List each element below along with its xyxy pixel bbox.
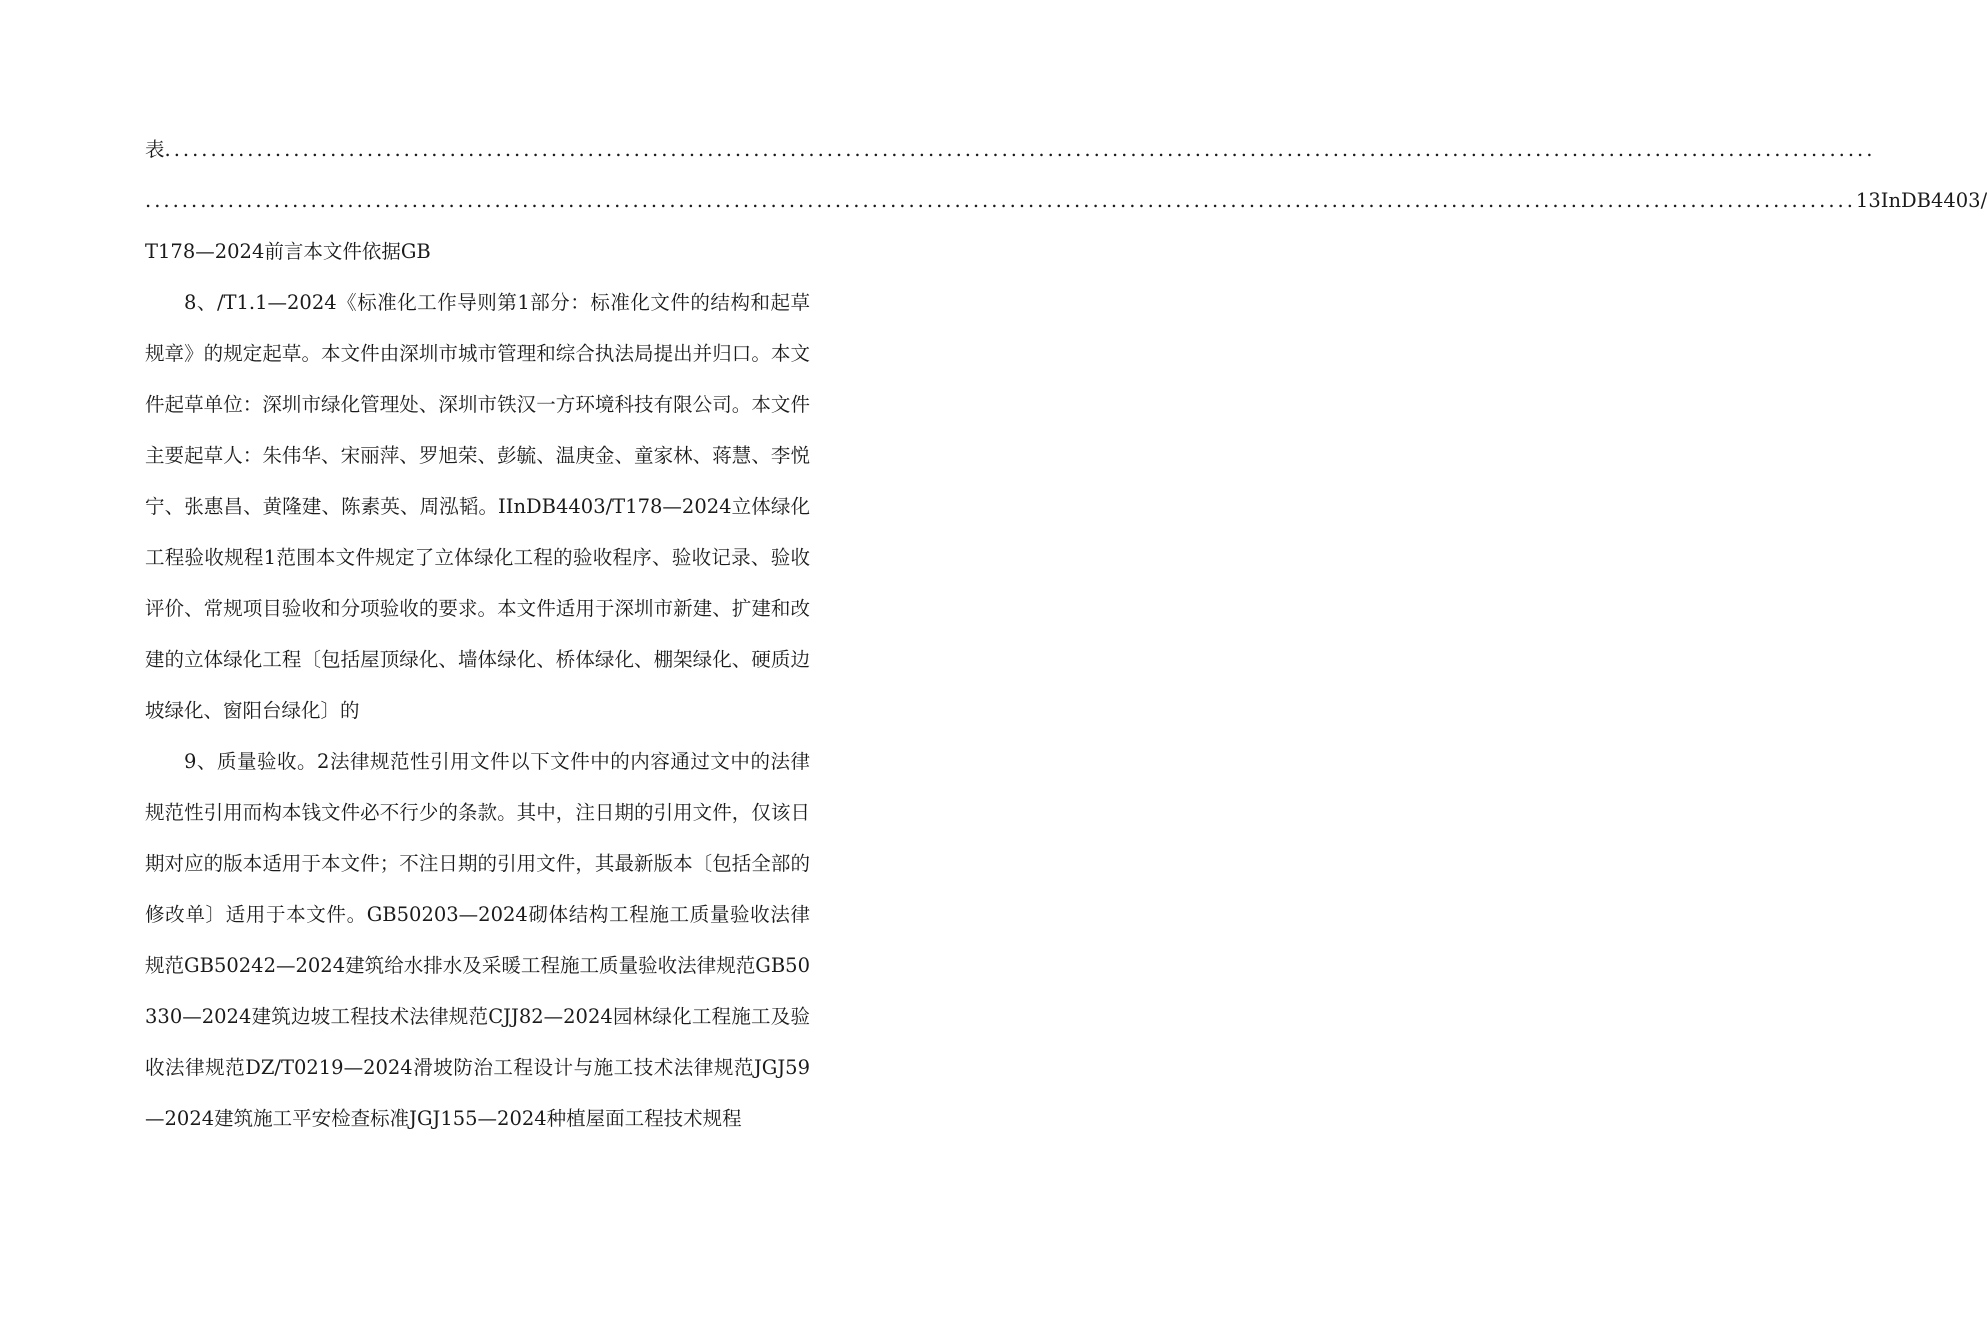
body-paragraph-9: 9、质量验收。2法律规范性引用文件以下文件中的内容通过文中的法律规范性引用而构本钱文件必不行少的条款。其中，注日期的引用文件，仅该日期对应的版本适用于本文件；不注日期的引用文件，其最新版本〔包括全部的修改单〕适用于本文件。GB50203—2024砌体结构工程施工质量验收法律规范GB50242—2024建筑给水排水及采暖工程施工质量验收法律规范GB50330—2024建筑边坡工程技术法律规范CJJ82—2024园林绿化工程施工及验收法律规范DZ/T0219—2024滑坡防治工程设计与施工技术法律规范JGJ59—2024建筑施工平安检查标准JGJ155—2024种植屋面工程技术规程 [145, 750, 810, 1130]
toc-leader-dots: .......................................................................................................................................................................................... [164, 138, 1876, 161]
toc-entry-line-2 [145, 175, 1987, 226]
toc-entry-line [145, 124, 1876, 175]
toc-leader-dots-2: .......................................................................................................................................................................................... [145, 189, 1856, 212]
toc-entry-label: 表 [145, 138, 165, 161]
body-paragraph-8: 8、/T1.1—2024《标准化工作导则第1部分：标准化文件的结构和起草规章》的规定起草。本文件由深圳市城市管理和综合执法局提出并归口。本文件起草单位：深圳市绿化管理处、深圳市铁汉一方环境科技有限公司。本文件主要起草人：朱伟华、宋丽萍、罗旭荣、彭毓、温庚金、童家林、蒋慧、李悦宁、张惠昌、黄隆建、陈素英、周泓韬。IInDB4403/T178—2024立体绿化工程验收规程1范围本文件规定了立体绿化工程的验收程序、验收记录、验收评价、常规项目验收和分项验收的要求。本文件适用于深圳市新建、扩建和改建的立体绿化工程〔包括屋顶绿化、墙体绿化、桥体绿化、棚架绿化、硬质边坡绿化、窗阳台绿化〕的 [145, 291, 810, 722]
document-body [145, 124, 1987, 1144]
toc-page-number: 13InDB4403/ [1855, 189, 1987, 212]
toc-continuation-line: T178—2024前言本文件依据GB [145, 240, 431, 263]
